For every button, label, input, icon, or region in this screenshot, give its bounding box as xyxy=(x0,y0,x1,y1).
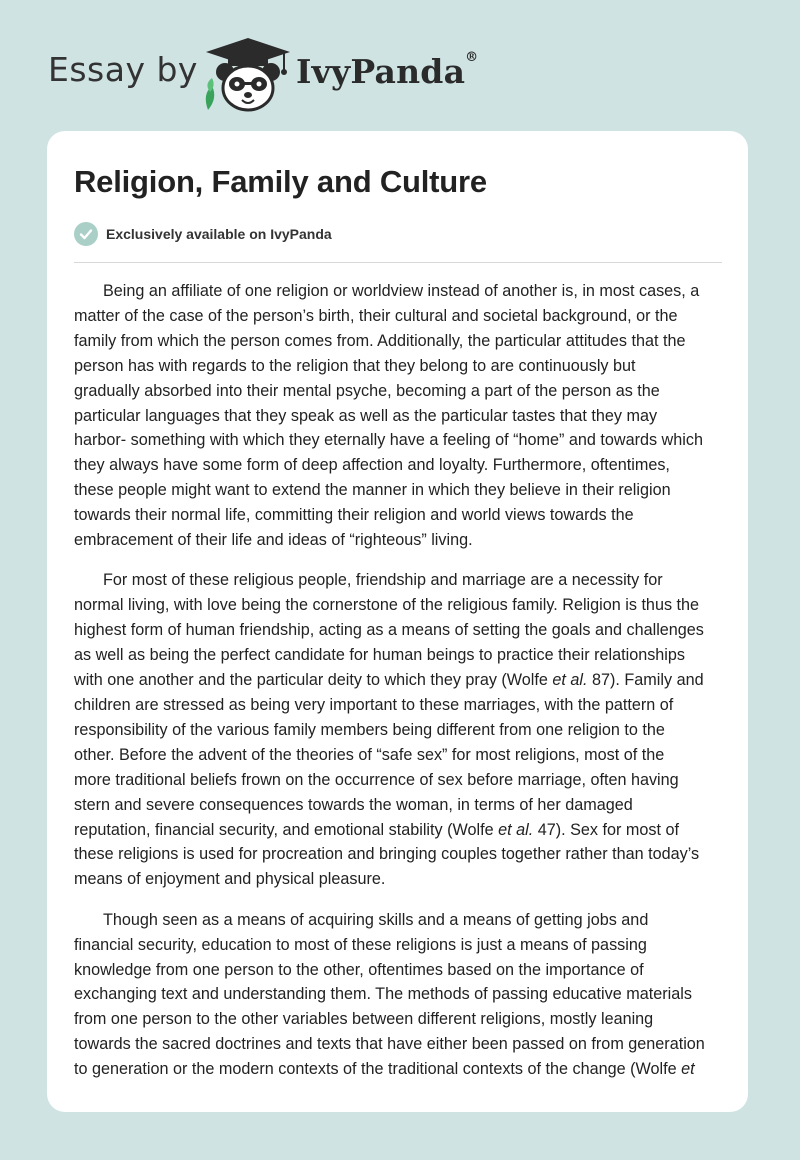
paragraph-line: towards their normal life, committing their religion and world views towards the xyxy=(74,506,634,525)
paragraph-line: normal living, with love being the cornerstone of the religious family. Religion is thus the xyxy=(74,596,700,615)
paragraph-line: Being an affiliate of one religion or worldview instead of another is, in most cases, a xyxy=(103,282,700,300)
paragraph-line: highest form of human friendship, acting as a means of setting the goals and challenges xyxy=(74,621,704,640)
paragraph-line: financial security, education to most of these religions is just a means of passing xyxy=(74,935,647,954)
exclusive-badge-label: Exclusively available on IvyPanda xyxy=(106,226,332,242)
citation-italic: et al. xyxy=(498,820,534,839)
paragraph-line: more traditional beliefs frown on the occurrence of sex before marriage, often having xyxy=(74,770,679,789)
paragraph-line: matter of the case of the person’s birth, their cultural and societal background, or the xyxy=(74,306,678,325)
paragraph-line: other. Before the advent of the theories of “safe sex” for most religions, most of the xyxy=(74,745,665,764)
brand-name[interactable] xyxy=(296,52,478,91)
essay-paragraph xyxy=(74,908,726,1082)
paragraph-line xyxy=(74,1057,726,1082)
exclusive-badge xyxy=(74,222,332,246)
paragraph-line xyxy=(74,818,726,843)
paragraph-line: harbor- something with which they eternally have a feeling of “home” and towards which xyxy=(74,431,703,450)
paragraph-line: stern and severe consequences towards the woman, in terms of her damaged xyxy=(74,795,633,814)
essay-paragraph xyxy=(74,279,726,553)
paragraph-line xyxy=(74,668,726,693)
paragraph-line: gradually absorbed into their mental psyche, becoming a part of the person as the xyxy=(74,381,660,400)
paragraph-line: person has with regards to the religion that they belong to are continuously but xyxy=(74,356,636,375)
check-circle-icon xyxy=(74,222,98,246)
essay-body xyxy=(74,279,726,1098)
paragraph-line: means of enjoyment and physical pleasure. xyxy=(74,870,386,889)
paragraph-line: children are stressed as being very important to these marriages, with the pattern of xyxy=(74,696,674,714)
paragraph-line: embracement of their life and ideas of “righteous” living. xyxy=(74,531,473,550)
essay-paragraph xyxy=(74,568,726,892)
line-segment: to generation or the modern contexts of the traditional contexts of the change (Wolfe xyxy=(74,1060,682,1079)
paragraph-line: from one person to the other variables between different religions, mostly leaning xyxy=(74,1010,654,1029)
paragraph-line: For most of these religious people, friendship and marriage are a necessity for xyxy=(103,571,663,590)
title-divider xyxy=(74,262,722,263)
line-segment: reputation, financial security, and emotional stability (Wolfe xyxy=(74,820,499,839)
citation-italic: et xyxy=(681,1060,695,1079)
paragraph-line: these people might want to extend the manner in which they believe in their religion xyxy=(74,481,671,500)
paragraph-line: Though seen as a means of acquiring skills and a means of getting jobs and xyxy=(103,910,649,929)
line-segment: 87). Family and xyxy=(587,671,704,690)
paragraph-line: they always have some form of deep affection and loyalty. Furthermore, oftentimes, xyxy=(74,456,670,475)
paragraph-line: towards the sacred doctrines and texts that have either been passed on from generation xyxy=(74,1035,705,1054)
brand-text: IvyPanda xyxy=(296,52,466,91)
registered-mark: ® xyxy=(465,50,479,65)
essay-by-label: Essay by xyxy=(48,50,198,89)
essay-title: Religion, Family and Culture xyxy=(74,164,487,199)
paragraph-line: responsibility of the various family members being different from one religion to the xyxy=(74,720,665,739)
paragraph-line: as well as being the perfect candidate for human beings to practice their relationships xyxy=(74,646,685,665)
paragraph-line: particular languages that they speak as well as the particular tastes that they may xyxy=(74,406,658,425)
paragraph-line: these religions is used for procreation and bringing couples together rather than today’s xyxy=(74,845,700,864)
line-segment: 47). Sex for most of xyxy=(533,820,679,839)
panda-logo-icon[interactable] xyxy=(198,36,298,112)
line-segment: with one another and the particular deity to which they pray (Wolfe xyxy=(74,671,553,690)
citation-italic: et al. xyxy=(552,671,588,690)
site-header xyxy=(0,0,800,130)
paragraph-line: exchanging text and understanding them. The methods of passing educative materials xyxy=(74,985,692,1004)
essay-card xyxy=(47,131,748,1112)
paragraph-line: knowledge from one person to the other, oftentimes based on the importance of xyxy=(74,960,644,979)
paragraph-line: family from which the person comes from. Additionally, the particular attitudes that the xyxy=(74,331,686,350)
